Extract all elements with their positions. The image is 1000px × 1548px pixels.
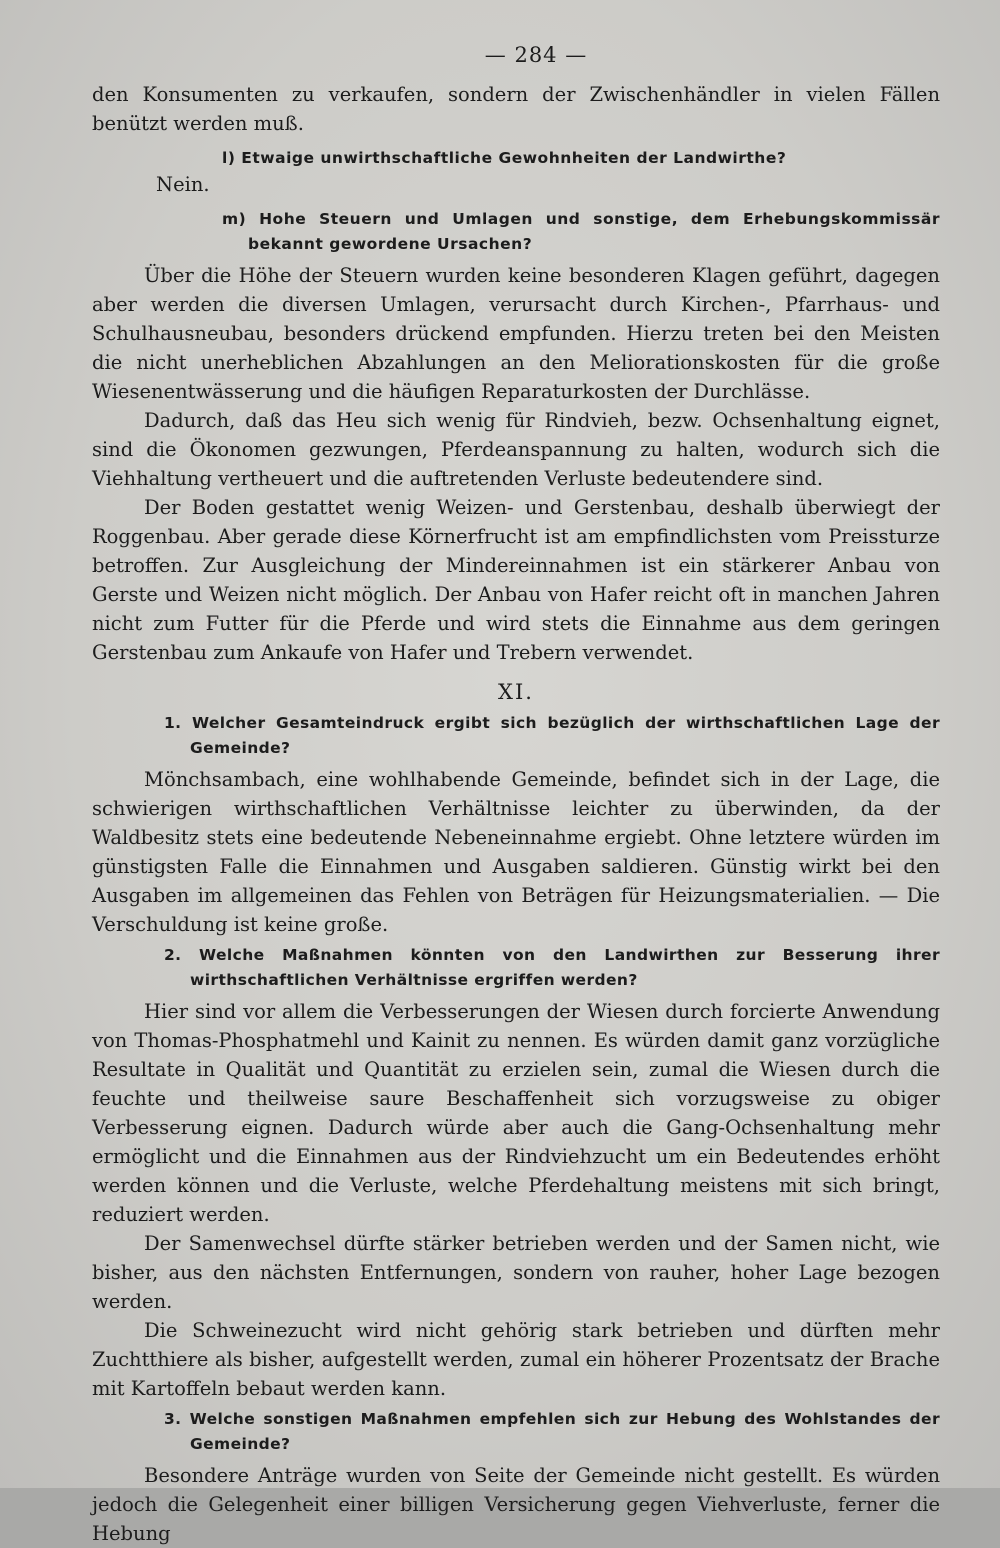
page-content <box>92 40 940 1548</box>
question-1: 1. Welcher Gesamteindruck ergibt sich bezüglich der wirthschaftlichen Lage der Gemeinde? <box>164 714 940 757</box>
paragraph-meadows: Hier sind vor allem die Verbesserungen der Wiesen durch forcierte Anwendung von Thomas-Phosphatmehl und Kainit zu nennen. Es würden damit ganz vorzügliche Resultate in Qualität und Quantität zu erzielen sein, zumal die Wiesen durch die feuchte und theilweise saure Beschaffenheit sich vorzugsweise zu obiger Verbesserung eignen. Dadurch würde aber auch die Gang-Ochsenhaltung mehr ermöglicht und die Einnahmen aus der Rindviehzucht um ein Bedeutendes erhöht werden können und die Verluste, welche Pferdehaltung meistens mit sich bringt, reduziert werden. <box>92 1000 940 1226</box>
paragraph-continued: den Konsumenten zu verkaufen, sondern der Zwischenhändler in vielen Fällen benützt werden muß. <box>92 83 940 135</box>
paragraph-other-measures: Besondere Anträge wurden von Seite der Gemeinde nicht gestellt. Es würden jedoch die Gelegenheit einer billigen Versicherung gegen Viehverluste, ferner die Hebung <box>92 1464 940 1545</box>
page-number: — 284 — <box>484 43 588 67</box>
paragraph-taxes: Über die Höhe der Steuern wurden keine besonderen Klagen geführt, dagegen aber werden die diversen Umlagen, verursacht durch Kirchen-, Pfarrhaus- und Schulhausneubau, besonders drückend empfunden. Hierzu treten bei den Meisten die nicht unerheblichen Abzahlungen an den Meliorationskosten für die große Wiesenentwässerung und die häufigen Reparaturkosten der Durchlässe. <box>92 264 940 403</box>
answer-l: Nein. <box>156 173 210 196</box>
paragraph-soil: Der Boden gestattet wenig Weizen- und Gerstenbau, deshalb überwiegt der Roggenbau. Aber gerade diese Körnerfrucht ist am empfindlichsten vom Preissturze betroffen. Zur Ausgleichung der Mindereinnahmen ist ein stärkerer Anbau von Gerste und Weizen nicht möglich. Der Anbau von Hafer reicht oft in manchen Jahren nicht zum Futter für die Pferde und wird stets die Einnahme aus dem geringen Gerstenbau zum Ankaufe von Hafer und Trebern verwendet. <box>92 496 940 664</box>
section-heading: XI. <box>498 680 534 704</box>
question-2: 2. Welche Maßnahmen könnten von den Landwirthen zur Besserung ihrer wirthschaftlichen Verhältnisse ergriffen werden? <box>164 946 940 989</box>
question-l: l) Etwaige unwirthschaftliche Gewohnheiten der Landwirthe? <box>222 149 787 167</box>
paragraph-overall-impression: Mönchsambach, eine wohlhabende Gemeinde, befindet sich in der Lage, die schwierigen wirthschaftlichen Verhältnisse leichter zu überwinden, da der Waldbesitz stets eine bedeutende Nebeneinnahme ergiebt. Ohne letztere würden im günstigsten Falle die Einnahmen und Ausgaben saldieren. Günstig wirkt bei den Ausgaben im allgemeinen das Fehlen von Beträgen für Heizungsmaterialien. — Die Verschuldung ist keine große. <box>92 768 940 936</box>
question-m: m) Hohe Steuern und Umlagen und sonstige, dem Erhebungskommissär bekannt gewordene Ursachen? <box>222 210 940 253</box>
paragraph-pig-breeding: Die Schweinezucht wird nicht gehörig stark betrieben und dürften mehr Zuchtthiere als bisher, aufgestellt werden, zumal ein höherer Prozentsatz der Brache mit Kartoffeln bebaut werden kann. <box>92 1319 940 1400</box>
question-3: 3. Welche sonstigen Maßnahmen empfehlen sich zur Hebung des Wohlstandes der Gemeinde? <box>164 1410 940 1453</box>
paragraph-seed-exchange: Der Samenwechsel dürfte stärker betrieben werden und der Samen nicht, wie bisher, aus den nächsten Entfernungen, sondern von rauher, hoher Lage bezogen werden. <box>92 1232 940 1313</box>
paragraph-hay: Dadurch, daß das Heu sich wenig für Rindvieh, bezw. Ochsenhaltung eignet, sind die Ökonomen gezwungen, Pferdeanspannung zu halten, wodurch sich die Viehhaltung vertheuert und die auftretenden Verluste bedeutendere sind. <box>92 409 940 490</box>
